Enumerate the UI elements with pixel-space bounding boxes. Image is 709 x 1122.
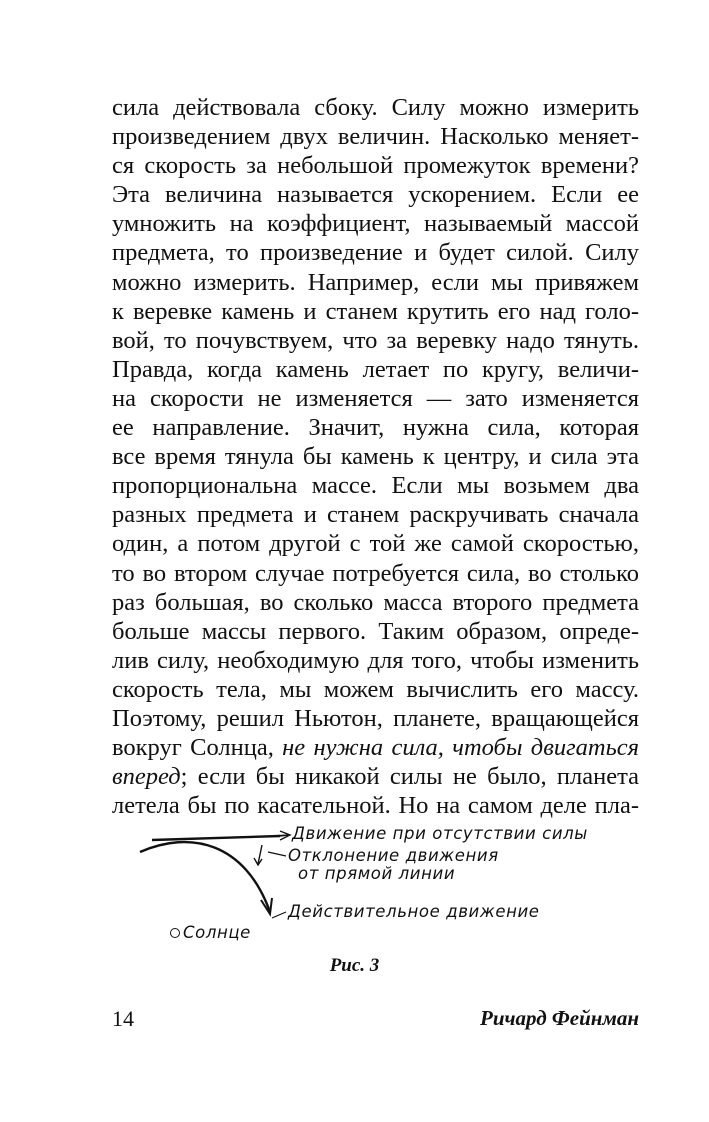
- text-line: летела бы по касательной. Но на самом деле пла-: [112, 792, 639, 820]
- text-line: предмета, то произведение и будет силой. Силу: [112, 239, 639, 267]
- running-footer-author: Ричард Фейнман: [480, 1006, 639, 1030]
- text-line: пропорциональна массе. Если мы возьмем два: [112, 472, 639, 500]
- figure-caption: Рис. 3: [329, 955, 380, 976]
- body-text: [112, 93, 639, 820]
- text-line: на скорости не изменяется — зато изменяется: [112, 384, 639, 412]
- text-line: Поэтому, решил Ньютон, планете, вращающейся: [112, 704, 639, 732]
- text-line: больше массы первого. Таким образом, опреде-: [112, 617, 639, 645]
- text-line: скорость тела, мы можем вычислить его массу.: [112, 675, 639, 703]
- leader-deviation: [268, 852, 286, 856]
- text-line: к веревке камень и станем крутить его над голо-: [112, 297, 639, 325]
- text-line: то во втором случае потребуется сила, во столько: [112, 559, 639, 587]
- text-segment: вокруг Солнца,: [112, 734, 283, 762]
- text-line: раз большая, во сколько масса второго предмета: [112, 588, 639, 616]
- text-line: произведением двух величин. Насколько меняет-: [112, 123, 639, 151]
- actual-path-curve: [140, 842, 270, 912]
- text-line-mixed: [112, 733, 639, 762]
- text-line: умножить на коэффициент, называемый массой: [112, 210, 639, 238]
- label-deviation-line1: Отклонение движения: [288, 846, 499, 865]
- sun-marker: [170, 923, 251, 942]
- figure-orbit-diagram: [130, 812, 590, 952]
- text-line: лив силу, необходимую для того, чтобы изменить: [112, 646, 639, 674]
- text-segment: ; если бы никакой силы не было, планета: [180, 763, 639, 791]
- page-number: 14: [112, 1006, 134, 1031]
- text-line-mixed: [112, 762, 639, 791]
- label-sun: Солнце: [183, 923, 251, 942]
- text-line: можно измерить. Например, если мы привяжем: [112, 268, 639, 296]
- text-line: один, а потом другой с той же самой скоростью,: [112, 530, 639, 558]
- label-actual-motion: Действительное движение: [288, 902, 540, 921]
- emphasis-text: не нужна сила, чтобы двигаться: [282, 734, 639, 762]
- text-line: все время тянула бы камень к центру, и сила эта: [112, 443, 639, 471]
- label-deviation-line2: от прямой линии: [298, 864, 456, 883]
- emphasis-text: вперед: [112, 763, 181, 791]
- text-line: сила действовала сбоку. Силу можно измерить: [112, 94, 639, 121]
- text-line: Правда, когда камень летает по кругу, величи-: [112, 355, 639, 383]
- text-line: разных предмета и станем раскручивать сначала: [112, 501, 639, 529]
- text-line: Эта величина называется ускорением. Если ее: [112, 181, 639, 209]
- text-line: ся скорость за небольшой промежуток времени?: [112, 152, 639, 180]
- text-line: ее направление. Значит, нужна сила, которая: [112, 414, 639, 442]
- label-no-force-motion: Движение при отсутствии силы: [292, 824, 588, 843]
- leader-actual: [272, 912, 286, 918]
- sun-circle-icon: [170, 928, 180, 938]
- text-line: вой, то почувствуем, что за веревку надо тянуть.: [112, 326, 639, 354]
